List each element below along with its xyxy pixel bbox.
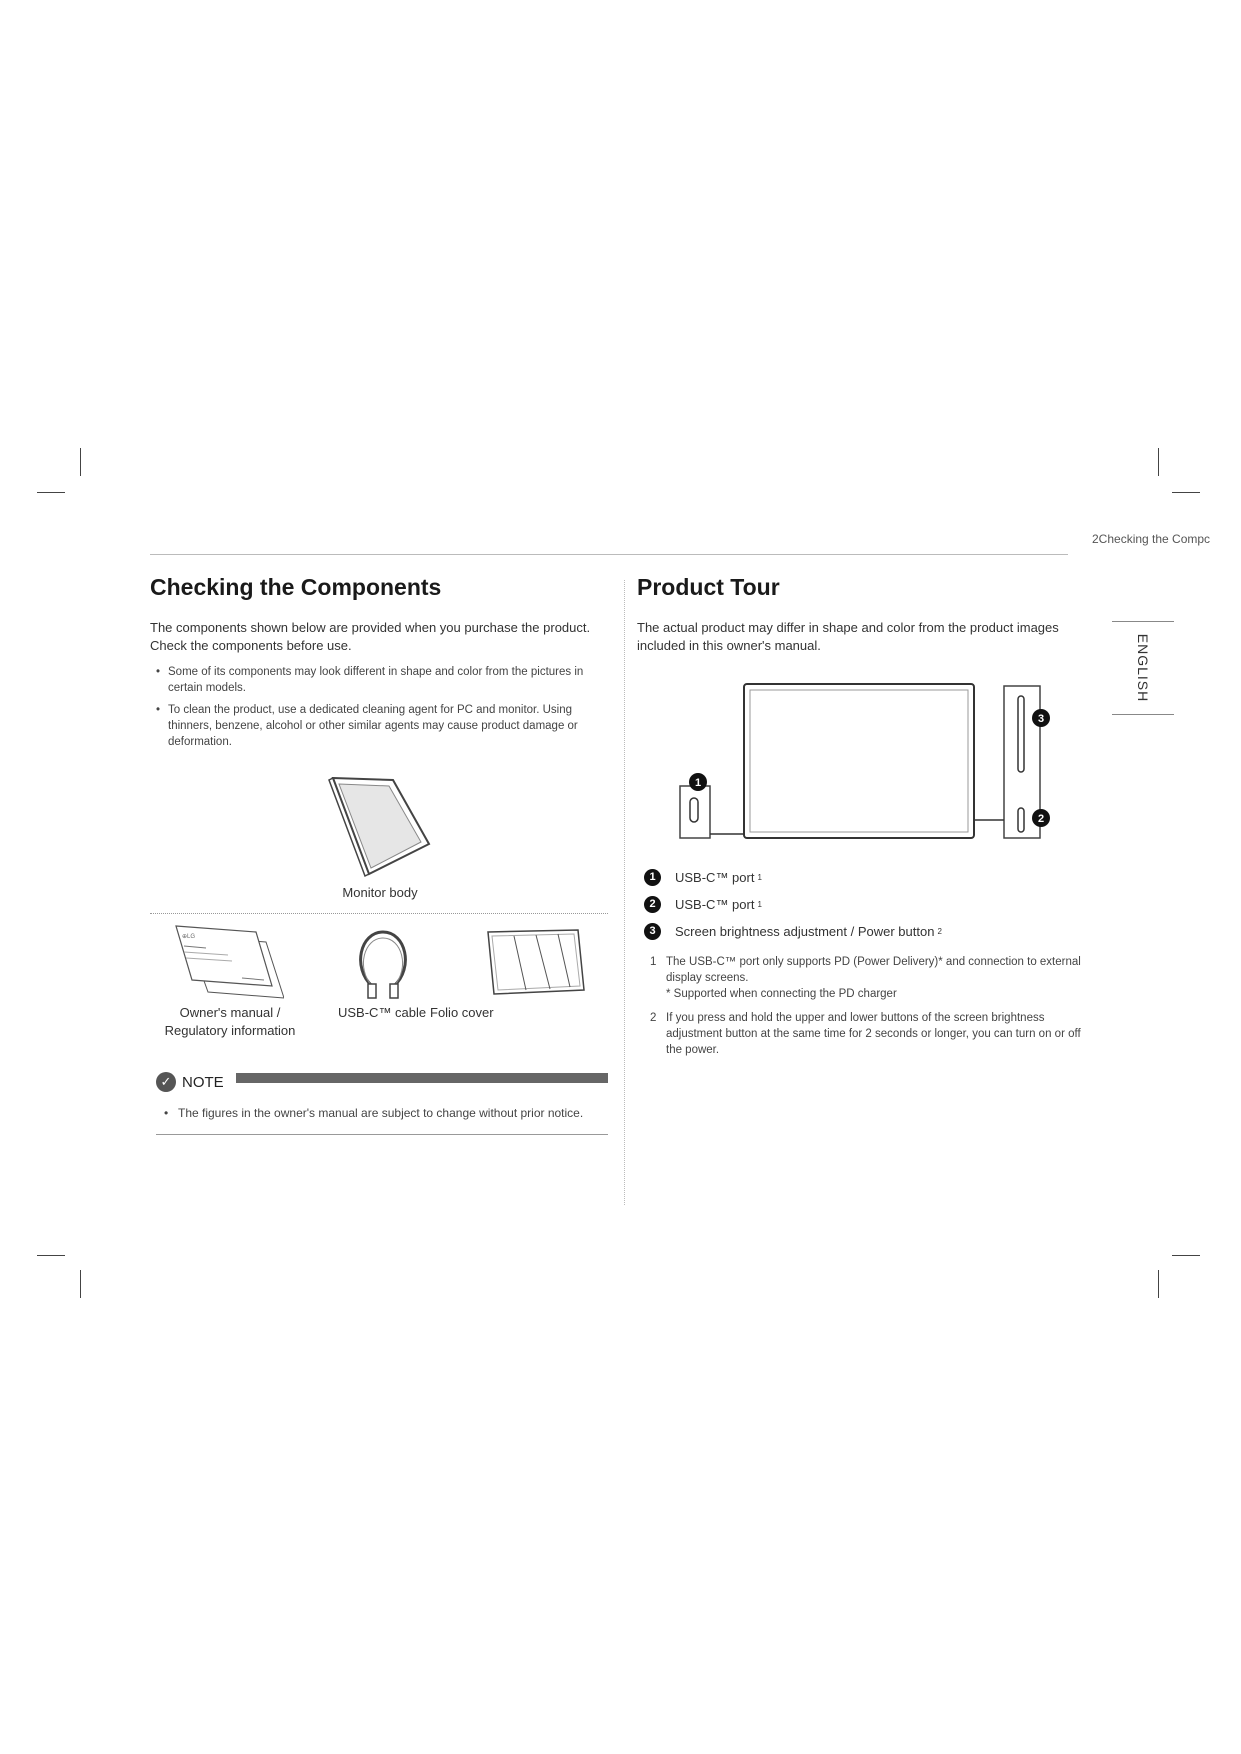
caption-owners-manual: Owner's manual / Regulatory information	[164, 1005, 296, 1038]
usb-c-cable-illustration	[348, 928, 418, 1000]
checkmark-icon: ✓	[156, 1072, 176, 1092]
footnote-ref: 1	[757, 873, 762, 882]
list-item: • To clean the product, use a dedicated cleaning agent for PC and monitor. Using thinners, benzene, alcohol or other similar agents may cause product damage or deformation.	[150, 702, 610, 750]
section-title-product-tour: Product Tour	[637, 574, 780, 600]
svg-text:1: 1	[694, 777, 702, 789]
header-rule	[150, 554, 1068, 555]
svg-text:⊕LG: ⊕LG	[182, 934, 196, 940]
note-rule	[156, 1134, 608, 1135]
components-intro: The components shown below are provided when you purchase the product. Check the components before use.	[150, 620, 591, 653]
footnote-mark: 2	[650, 1012, 657, 1024]
note-text: • The figures in the owner's manual are subject to change without prior notice.	[164, 1104, 608, 1122]
monitor-body-illustration	[325, 774, 435, 878]
callout-number: 1	[644, 869, 661, 886]
list-item	[644, 918, 942, 945]
list-item	[644, 864, 942, 891]
footnote-text: If you press and hold the upper and lower buttons of the screen brightness adjustment button at the same time for 2 seconds or longer, you can turn on or off the power.	[666, 1012, 1081, 1056]
note-title: NOTE	[182, 1073, 224, 1091]
caption-folio-cover: Folio cover	[430, 1005, 494, 1020]
folio-cover-illustration	[486, 928, 586, 998]
product-tour-list	[644, 864, 942, 945]
note-box	[156, 1072, 608, 1135]
crop-mark	[37, 492, 65, 493]
list-item: • Some of its components may look different in shape and color from the pictures in certain models.	[150, 664, 610, 696]
column-divider	[624, 580, 625, 1205]
crop-mark	[80, 1270, 81, 1298]
dotted-separator	[150, 913, 608, 914]
footnotes	[650, 954, 1090, 1066]
note-bar	[236, 1073, 608, 1083]
language-tab	[1112, 621, 1174, 715]
footnote	[650, 1010, 1090, 1058]
list-item	[644, 891, 942, 918]
footnote-text: The USB-C™ port only supports PD (Power Delivery)* and connection to external display screens.	[666, 956, 1081, 984]
item-label: Screen brightness adjustment / Power button	[675, 924, 935, 939]
item-label: USB-C™ port	[675, 897, 755, 912]
product-tour-illustration	[676, 678, 1056, 844]
crop-mark	[80, 448, 81, 476]
item-label: USB-C™ port	[675, 870, 755, 885]
footnote-ref: 2	[937, 927, 942, 936]
footnote-ref: 1	[757, 900, 762, 909]
crop-mark	[1158, 1270, 1159, 1298]
section-title-components: Checking the Components	[150, 574, 442, 600]
product-tour-intro: The actual product may differ in shape and color from the product images included in this owner's manual.	[637, 620, 1059, 653]
footnote	[650, 954, 1090, 1002]
crop-mark	[1172, 492, 1200, 493]
caption-monitor-body: Monitor body	[342, 885, 418, 900]
svg-text:3: 3	[1037, 713, 1045, 725]
owners-manual-illustration	[172, 924, 284, 1000]
note-header	[156, 1072, 608, 1092]
running-header: 2Checking the Compc	[1092, 532, 1211, 546]
callout-number: 3	[644, 923, 661, 940]
components-bullets	[150, 664, 610, 756]
crop-mark	[1158, 448, 1159, 476]
footnote-extra: * Supported when connecting the PD charger	[666, 988, 897, 1000]
caption-usb-c-cable: USB-C™ cable	[338, 1005, 427, 1020]
crop-mark	[37, 1255, 65, 1256]
callout-number: 2	[644, 896, 661, 913]
language-tab-label: ENGLISH	[1135, 633, 1151, 703]
crop-mark	[1172, 1255, 1200, 1256]
svg-text:2: 2	[1037, 813, 1045, 825]
footnote-mark: 1	[650, 956, 657, 968]
